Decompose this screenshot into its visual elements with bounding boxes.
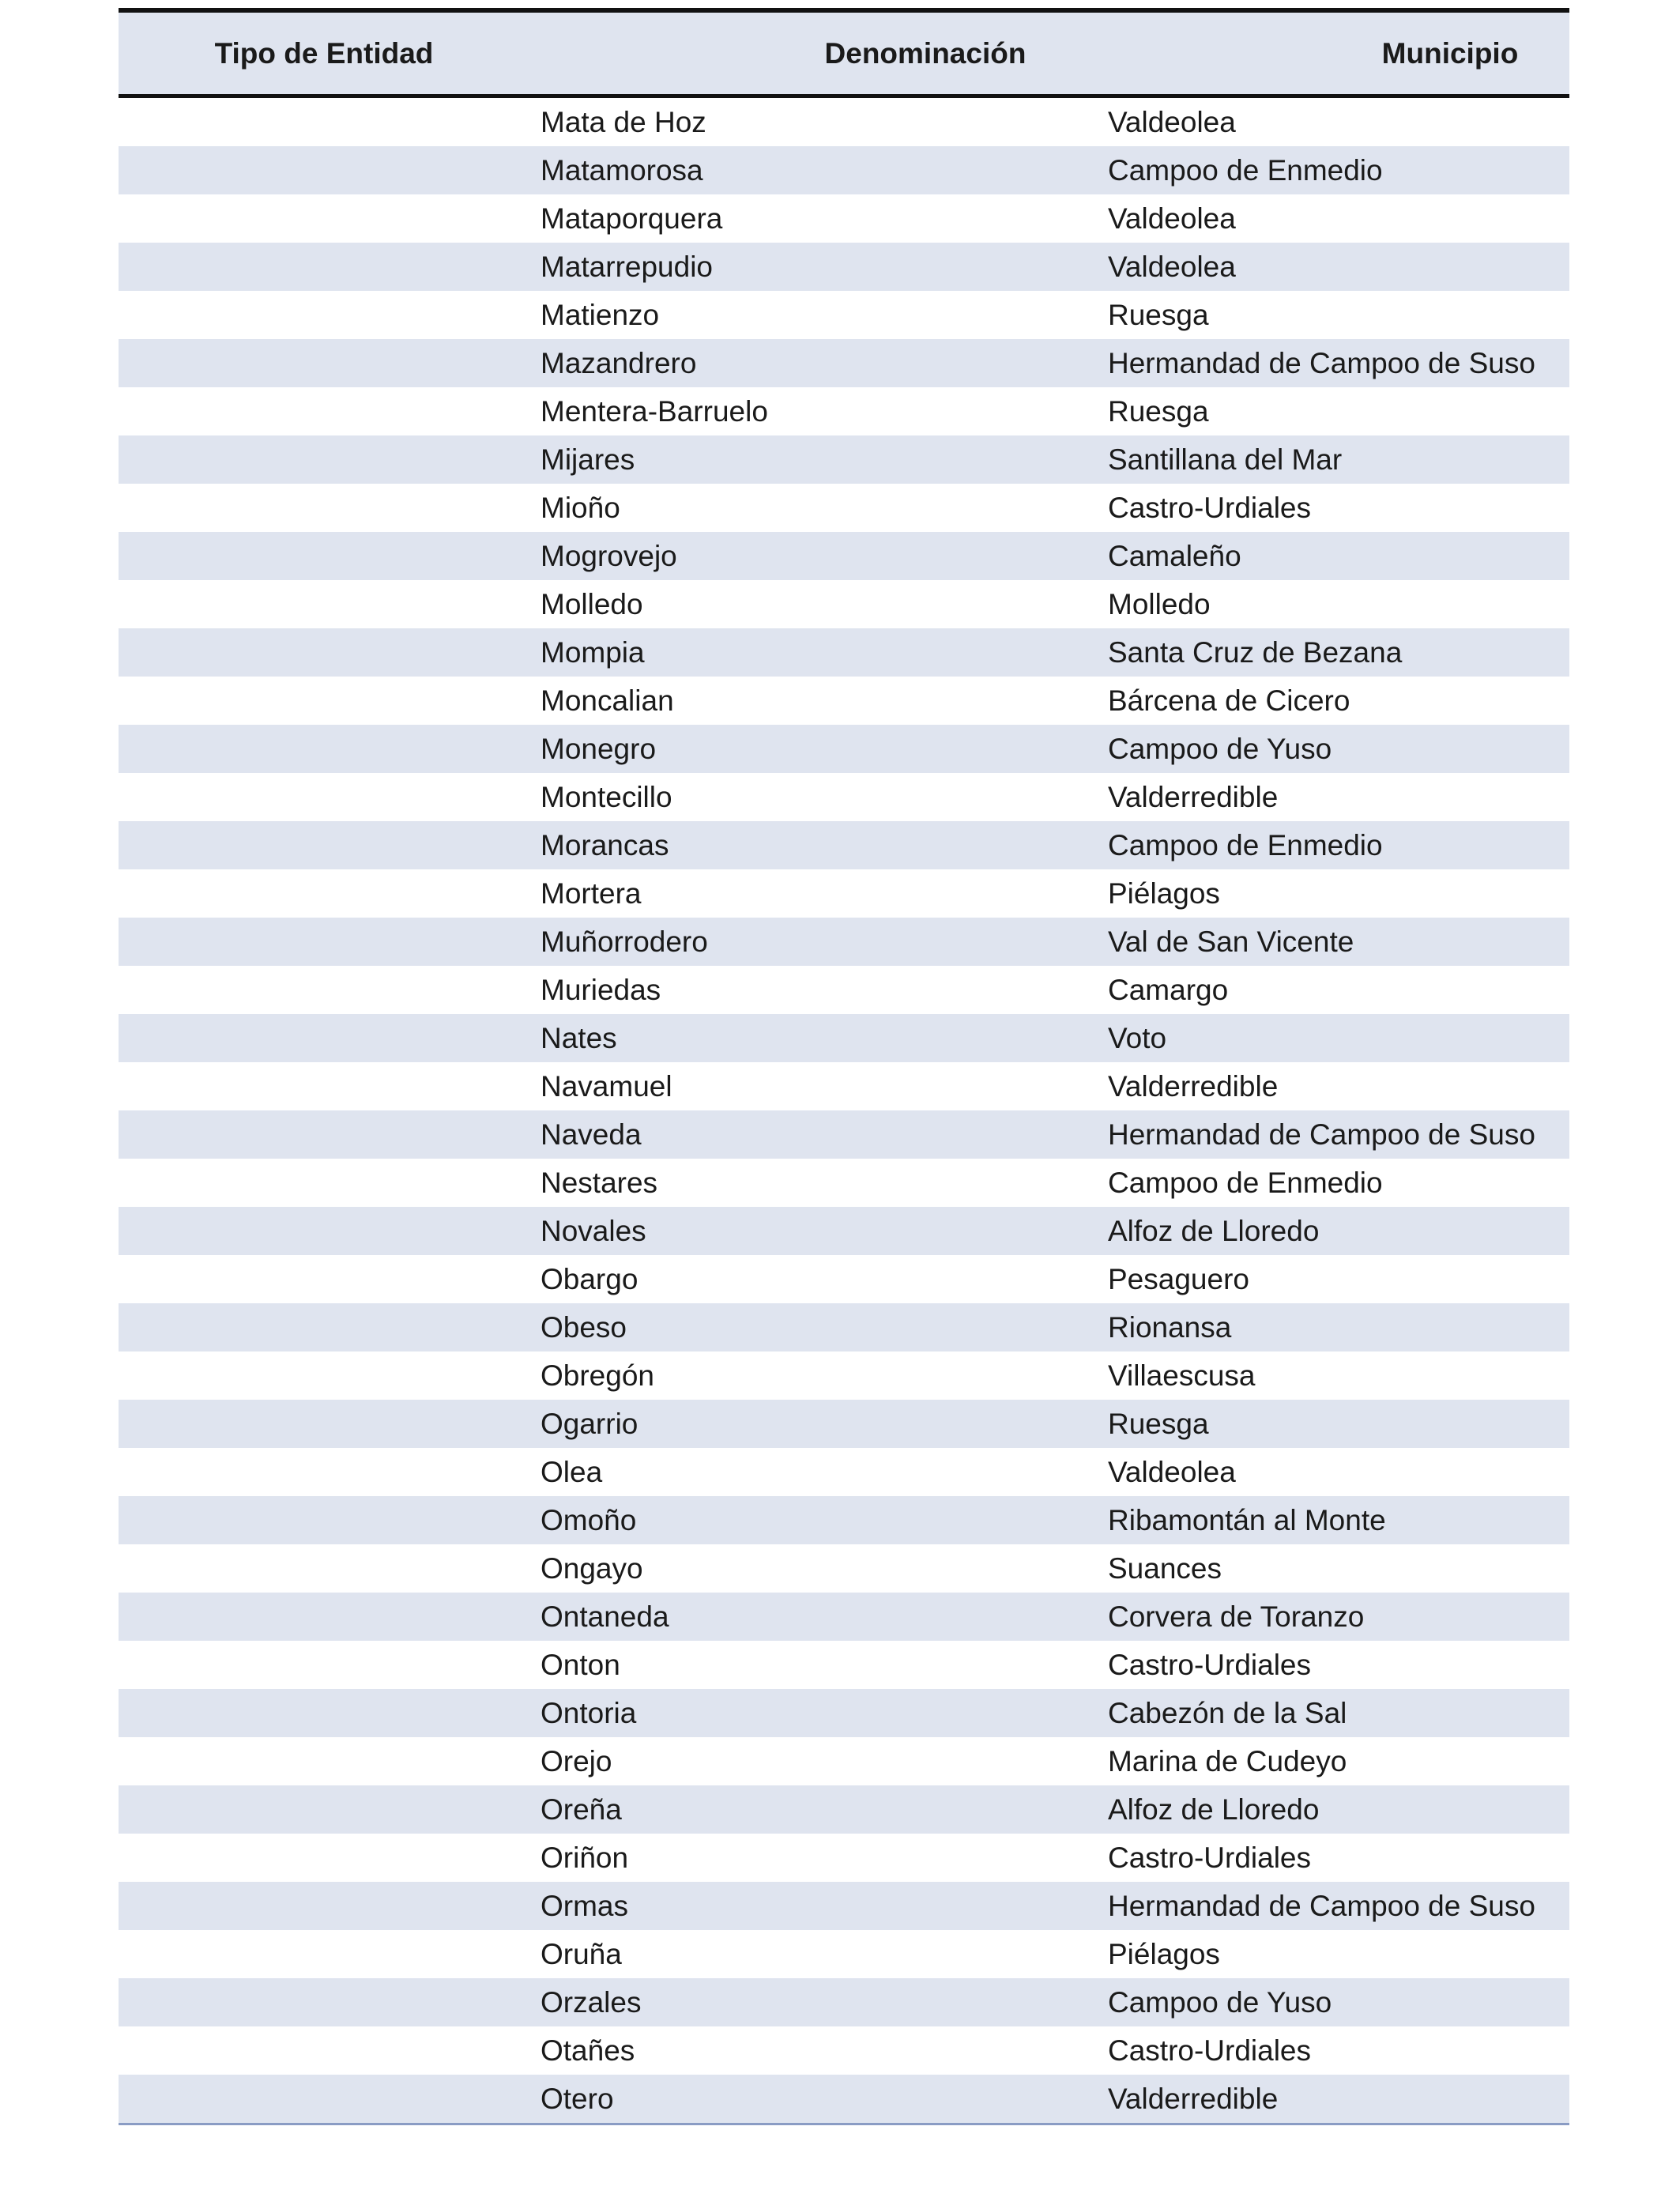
cell-denominacion: Matamorosa bbox=[541, 153, 703, 187]
table-row bbox=[119, 1930, 1569, 1978]
cell-denominacion: Olea bbox=[541, 1455, 603, 1488]
cell-municipio: Piélagos bbox=[1108, 876, 1220, 910]
cell-denominacion: Ontoria bbox=[541, 1696, 637, 1729]
cell-municipio: Valdeolea bbox=[1108, 1455, 1236, 1488]
table-row bbox=[119, 387, 1569, 435]
cell-denominacion: Mazandrero bbox=[541, 346, 697, 379]
cell-denominacion: Moncalian bbox=[541, 684, 674, 717]
table-row bbox=[119, 1448, 1569, 1496]
cell-municipio: Valdeolea bbox=[1108, 250, 1236, 283]
table-row bbox=[119, 1882, 1569, 1930]
cell-municipio: Valderredible bbox=[1108, 1069, 1279, 1103]
cell-municipio: Piélagos bbox=[1108, 1937, 1220, 1970]
cell-denominacion: Muñorrodero bbox=[541, 925, 708, 958]
cell-municipio: Pesaguero bbox=[1108, 1262, 1249, 1295]
table-row bbox=[119, 435, 1569, 484]
table-row bbox=[119, 2026, 1569, 2075]
cell-denominacion: Otero bbox=[541, 2082, 614, 2115]
cell-municipio: Rionansa bbox=[1108, 1310, 1232, 1344]
cell-municipio: Castro-Urdiales bbox=[1108, 1841, 1312, 1874]
cell-denominacion: Mioño bbox=[541, 491, 620, 524]
cell-denominacion: Nates bbox=[541, 1021, 617, 1054]
table-row bbox=[119, 1110, 1569, 1159]
cell-municipio: Alfoz de Lloredo bbox=[1108, 1793, 1320, 1826]
cell-municipio: Castro-Urdiales bbox=[1108, 1648, 1312, 1681]
cell-municipio: Valderredible bbox=[1108, 2082, 1279, 2115]
cell-municipio: Villaescusa bbox=[1108, 1359, 1256, 1392]
table-row bbox=[119, 725, 1569, 773]
table-row bbox=[119, 677, 1569, 725]
cell-municipio: Suances bbox=[1108, 1551, 1222, 1585]
table-row bbox=[119, 773, 1569, 821]
cell-denominacion: Monegro bbox=[541, 732, 657, 765]
cell-denominacion: Naveda bbox=[541, 1118, 642, 1151]
header-denominacion: Denominación bbox=[824, 36, 1026, 70]
cell-denominacion: Mompia bbox=[541, 635, 645, 669]
table-row bbox=[119, 1062, 1569, 1110]
cell-municipio: Hermandad de Campoo de Suso bbox=[1108, 1889, 1535, 1922]
table-row bbox=[119, 532, 1569, 580]
cell-municipio: Marina de Cudeyo bbox=[1108, 1744, 1347, 1777]
table-row bbox=[119, 291, 1569, 339]
cell-municipio: Santa Cruz de Bezana bbox=[1108, 635, 1403, 669]
cell-denominacion: Otañes bbox=[541, 2034, 635, 2067]
cell-denominacion: Orejo bbox=[541, 1744, 612, 1777]
cell-denominacion: Mentera-Barruelo bbox=[541, 394, 768, 428]
cell-municipio: Castro-Urdiales bbox=[1108, 2034, 1312, 2067]
table-row bbox=[119, 966, 1569, 1014]
header-tipo-de-entidad: Tipo de Entidad bbox=[214, 36, 434, 70]
table-row bbox=[119, 1544, 1569, 1593]
cell-denominacion: Muriedas bbox=[541, 973, 661, 1006]
cell-denominacion: Obregón bbox=[541, 1359, 654, 1392]
cell-municipio: Voto bbox=[1108, 1021, 1167, 1054]
table-body bbox=[119, 98, 1569, 2123]
table-row bbox=[119, 869, 1569, 918]
cell-municipio: Bárcena de Cicero bbox=[1108, 684, 1350, 717]
table-row bbox=[119, 1834, 1569, 1882]
table-row bbox=[119, 2075, 1569, 2123]
cell-denominacion: Obargo bbox=[541, 1262, 638, 1295]
cell-denominacion: Oreña bbox=[541, 1793, 622, 1826]
cell-denominacion: Matienzo bbox=[541, 298, 660, 331]
cell-municipio: Alfoz de Lloredo bbox=[1108, 1214, 1320, 1247]
cell-denominacion: Molledo bbox=[541, 587, 643, 620]
table-row bbox=[119, 243, 1569, 291]
table-row bbox=[119, 194, 1569, 243]
cell-municipio: Campoo de Enmedio bbox=[1108, 153, 1383, 187]
cell-denominacion: Onton bbox=[541, 1648, 620, 1681]
cell-municipio: Campoo de Enmedio bbox=[1108, 1166, 1383, 1199]
cell-municipio: Castro-Urdiales bbox=[1108, 491, 1312, 524]
table-row bbox=[119, 1400, 1569, 1448]
table-row bbox=[119, 580, 1569, 628]
table-row bbox=[119, 628, 1569, 677]
table-header bbox=[119, 8, 1569, 98]
cell-denominacion: Mata de Hoz bbox=[541, 105, 706, 138]
cell-municipio: Campoo de Yuso bbox=[1108, 732, 1332, 765]
table-row bbox=[119, 1014, 1569, 1062]
cell-municipio: Santillana del Mar bbox=[1108, 443, 1343, 476]
table-row bbox=[119, 1785, 1569, 1834]
table-bottom-rule bbox=[119, 2123, 1569, 2125]
table-row bbox=[119, 1978, 1569, 2026]
cell-municipio: Ruesga bbox=[1108, 298, 1209, 331]
cell-municipio: Cabezón de la Sal bbox=[1108, 1696, 1347, 1729]
cell-denominacion: Montecillo bbox=[541, 780, 672, 813]
table-row bbox=[119, 1255, 1569, 1303]
cell-denominacion: Mataporquera bbox=[541, 202, 723, 235]
table-row bbox=[119, 1737, 1569, 1785]
table-row bbox=[119, 1303, 1569, 1351]
table-row bbox=[119, 1496, 1569, 1544]
cell-municipio: Campoo de Enmedio bbox=[1108, 828, 1383, 861]
table-row bbox=[119, 1593, 1569, 1641]
cell-municipio: Campoo de Yuso bbox=[1108, 1985, 1332, 2019]
table-row bbox=[119, 1159, 1569, 1207]
cell-municipio: Molledo bbox=[1108, 587, 1211, 620]
cell-denominacion: Oruña bbox=[541, 1937, 622, 1970]
header-municipio: Municipio bbox=[1381, 36, 1519, 70]
table-row bbox=[119, 1689, 1569, 1737]
cell-denominacion: Mogrovejo bbox=[541, 539, 677, 572]
cell-municipio: Ruesga bbox=[1108, 394, 1209, 428]
table-row bbox=[119, 1207, 1569, 1255]
entity-table bbox=[119, 8, 1569, 2125]
cell-denominacion: Navamuel bbox=[541, 1069, 672, 1103]
cell-denominacion: Orzales bbox=[541, 1985, 642, 2019]
cell-municipio: Valdeolea bbox=[1108, 105, 1236, 138]
table-row bbox=[119, 918, 1569, 966]
cell-denominacion: Matarrepudio bbox=[541, 250, 714, 283]
cell-municipio: Valderredible bbox=[1108, 780, 1279, 813]
cell-denominacion: Mijares bbox=[541, 443, 635, 476]
cell-municipio: Camaleño bbox=[1108, 539, 1241, 572]
cell-denominacion: Ormas bbox=[541, 1889, 628, 1922]
cell-municipio: Hermandad de Campoo de Suso bbox=[1108, 346, 1535, 379]
table-row bbox=[119, 339, 1569, 387]
cell-denominacion: Obeso bbox=[541, 1310, 627, 1344]
cell-denominacion: Oriñon bbox=[541, 1841, 629, 1874]
cell-municipio: Ruesga bbox=[1108, 1407, 1209, 1440]
cell-denominacion: Mortera bbox=[541, 876, 642, 910]
table-row bbox=[119, 821, 1569, 869]
cell-municipio: Corvera de Toranzo bbox=[1108, 1600, 1365, 1633]
cell-denominacion: Omoño bbox=[541, 1503, 637, 1536]
table-row bbox=[119, 1351, 1569, 1400]
cell-denominacion: Novales bbox=[541, 1214, 646, 1247]
cell-municipio: Hermandad de Campoo de Suso bbox=[1108, 1118, 1535, 1151]
table-row bbox=[119, 146, 1569, 194]
cell-denominacion: Ongayo bbox=[541, 1551, 643, 1585]
cell-denominacion: Ontaneda bbox=[541, 1600, 669, 1633]
cell-municipio: Valdeolea bbox=[1108, 202, 1236, 235]
table-row bbox=[119, 484, 1569, 532]
cell-denominacion: Morancas bbox=[541, 828, 669, 861]
table-row bbox=[119, 98, 1569, 146]
table-row bbox=[119, 1641, 1569, 1689]
cell-municipio: Val de San Vicente bbox=[1108, 925, 1354, 958]
cell-denominacion: Ogarrio bbox=[541, 1407, 638, 1440]
cell-municipio: Camargo bbox=[1108, 973, 1229, 1006]
cell-denominacion: Nestares bbox=[541, 1166, 658, 1199]
cell-municipio: Ribamontán al Monte bbox=[1108, 1503, 1386, 1536]
